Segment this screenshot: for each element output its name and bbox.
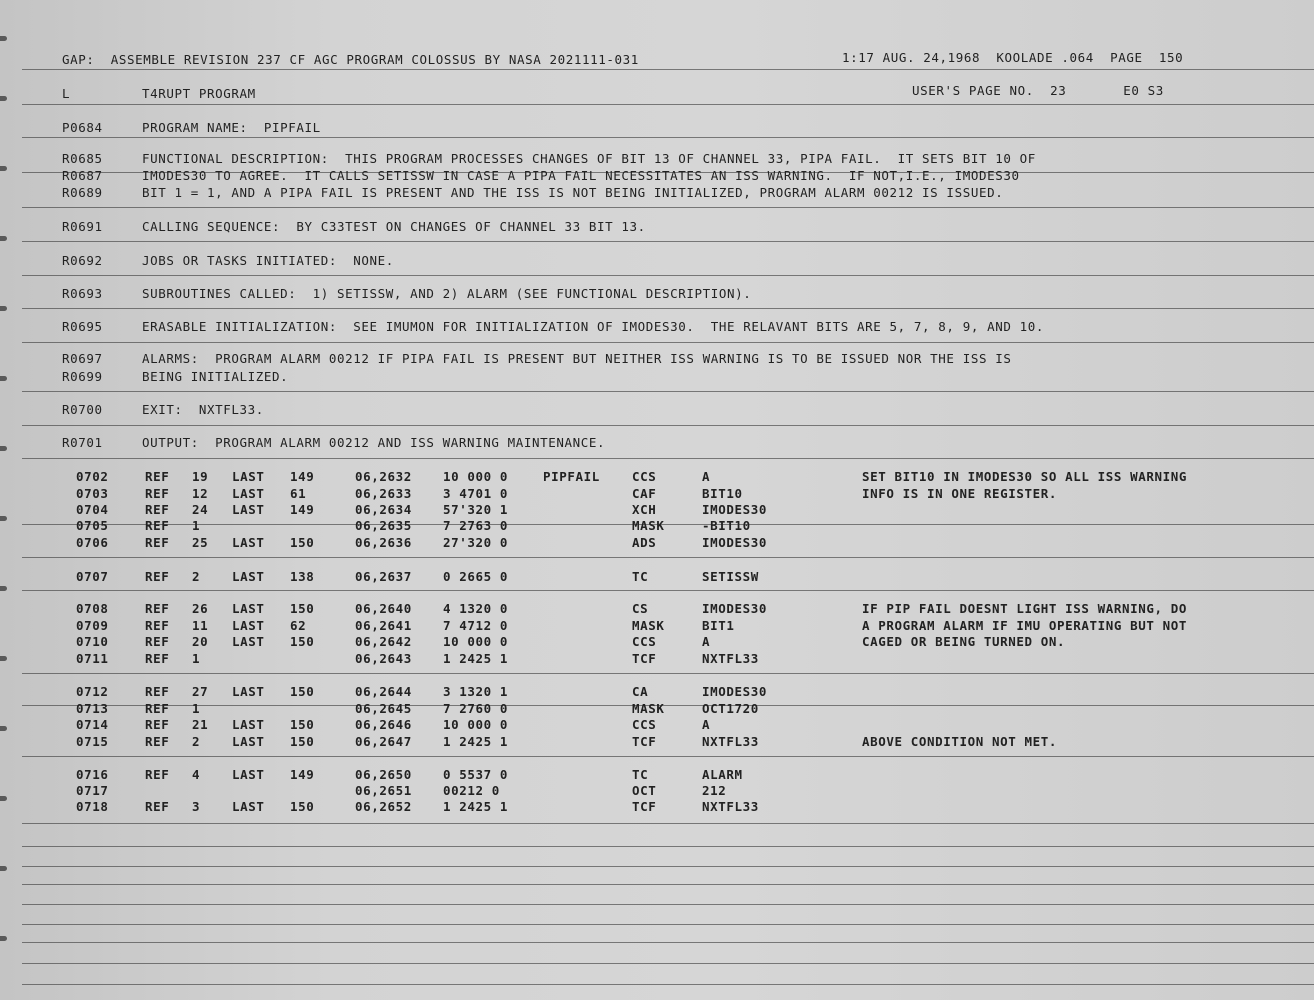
opcode: XCH [632,502,657,517]
last-label: LAST [232,618,265,633]
memory-address: 06,2641 [355,618,412,633]
opcode: CCS [632,469,657,484]
operand: A [702,717,711,732]
ref-label: REF [145,799,170,814]
ruled-line [22,705,1314,706]
memory-address: 06,2640 [355,601,412,616]
ruled-line [22,884,1314,885]
ruled-line [22,823,1314,824]
opcode: ADS [632,535,657,550]
ref-number: 19 [192,469,209,484]
octal-word: 7 2760 0 [443,701,509,716]
last-number: 150 [290,634,315,649]
listing-line-number: 0703 [76,486,109,501]
octal-word: 3 1320 1 [443,684,509,699]
symbol-label: PIPFAIL [543,469,600,484]
feed-hole [0,586,7,591]
comment-line-number: R0689 [62,185,103,200]
octal-word: 00212 0 [443,783,500,798]
opcode: MASK [632,618,665,633]
comment-line-number: R0691 [62,219,103,234]
header-user-page: USER'S PAGE NO. 23 E0 S3 [912,83,1164,98]
comment-line-number: R0700 [62,402,103,417]
feed-hole [0,96,7,101]
code-comment: CAGED OR BEING TURNED ON. [862,634,1066,649]
header-program-title: T4RUPT PROGRAM [142,86,256,101]
comment-line-number: R0695 [62,319,103,334]
last-number: 150 [290,535,315,550]
opcode: TCF [632,734,657,749]
code-comment: IF PIP FAIL DOESNT LIGHT ISS WARNING, DO [862,601,1188,616]
memory-address: 06,2645 [355,701,412,716]
ruled-line [22,756,1314,757]
feed-hole [0,866,7,871]
ruled-line [22,557,1314,558]
ref-number: 1 [192,651,201,666]
listing-line-number: 0712 [76,684,109,699]
ruled-line [22,308,1314,309]
ref-label: REF [145,734,170,749]
ref-label: REF [145,518,170,533]
feed-hole [0,936,7,941]
octal-word: 27'320 0 [443,535,509,550]
ref-number: 2 [192,734,201,749]
last-label: LAST [232,684,265,699]
octal-word: 3 4701 0 [443,486,509,501]
opcode: CCS [632,634,657,649]
feed-hole [0,36,7,41]
memory-address: 06,2644 [355,684,412,699]
opcode: CAF [632,486,657,501]
listing-line-number: 0717 [76,783,109,798]
listing-line-number: 0715 [76,734,109,749]
feed-hole [0,236,7,241]
operand: -BIT10 [702,518,751,533]
memory-address: 06,2634 [355,502,412,517]
opcode: OCT [632,783,657,798]
ref-number: 1 [192,518,201,533]
operand: ALARM [702,767,743,782]
comment-line-number: R0687 [62,168,103,183]
feed-hole [0,726,7,731]
ref-number: 2 [192,569,201,584]
operand: IMODES30 [702,684,768,699]
comment-text: PROGRAM NAME: PIPFAIL [142,120,321,135]
listing-line-number: 0716 [76,767,109,782]
listing-line-number: 0705 [76,518,109,533]
memory-address: 06,2637 [355,569,412,584]
ruled-line [22,942,1314,943]
ruled-line [22,342,1314,343]
ref-number: 24 [192,502,209,517]
ruled-line [22,425,1314,426]
ref-number: 4 [192,767,201,782]
ref-label: REF [145,634,170,649]
header-code: L [62,86,71,101]
ref-number: 1 [192,701,201,716]
comment-line-number: R0685 [62,151,103,166]
last-label: LAST [232,767,265,782]
operand: OCT1720 [702,701,759,716]
memory-address: 06,2635 [355,518,412,533]
ref-label: REF [145,601,170,616]
ruled-line [22,391,1314,392]
listing-line-number: 0707 [76,569,109,584]
ruled-line [22,207,1314,208]
last-number: 150 [290,717,315,732]
comment-line-number: R0699 [62,369,103,384]
operand: IMODES30 [702,535,768,550]
last-number: 149 [290,502,315,517]
memory-address: 06,2652 [355,799,412,814]
ruled-line [22,275,1314,276]
octal-word: 57'320 1 [443,502,509,517]
operand: 212 [702,783,727,798]
comment-text: BEING INITIALIZED. [142,369,289,384]
comment-text: ALARMS: PROGRAM ALARM 00212 IF PIPA FAIL IS PRESENT BUT NEITHER ISS WARNING IS TO BE ISSUED NOR THE ISS IS [142,351,1012,366]
feed-hole [0,796,7,801]
comment-text: JOBS OR TASKS INITIATED: NONE. [142,253,394,268]
last-label: LAST [232,601,265,616]
ref-number: 21 [192,717,209,732]
opcode: CA [632,684,649,699]
last-number: 138 [290,569,315,584]
ref-label: REF [145,535,170,550]
ref-label: REF [145,618,170,633]
operand: IMODES30 [702,502,768,517]
comment-text: OUTPUT: PROGRAM ALARM 00212 AND ISS WARNING MAINTENANCE. [142,435,606,450]
operand: BIT10 [702,486,743,501]
ref-label: REF [145,717,170,732]
octal-word: 0 5537 0 [443,767,509,782]
ref-number: 25 [192,535,209,550]
feed-hole [0,516,7,521]
last-number: 149 [290,767,315,782]
opcode: CCS [632,717,657,732]
last-label: LAST [232,469,265,484]
ruled-line [22,866,1314,867]
last-label: LAST [232,486,265,501]
comment-text: IMODES30 TO AGREE. IT CALLS SETISSW IN CASE A PIPA FAIL NECESSITATES AN ISS WARNING. IF NOT,I.E., IMODES30 [142,168,1020,183]
last-number: 149 [290,469,315,484]
ruled-line [22,963,1314,964]
operand: A [702,634,711,649]
ruled-line [22,846,1314,847]
memory-address: 06,2650 [355,767,412,782]
feed-hole [0,376,7,381]
listing-line-number: 0704 [76,502,109,517]
listing-line-number: 0718 [76,799,109,814]
ruled-line [22,984,1314,985]
opcode: TCF [632,799,657,814]
memory-address: 06,2646 [355,717,412,732]
comment-line-number: P0684 [62,120,103,135]
ruled-line [22,69,1314,70]
last-label: LAST [232,569,265,584]
feed-hole [0,656,7,661]
octal-word: 10 000 0 [443,469,509,484]
last-number: 150 [290,684,315,699]
memory-address: 06,2651 [355,783,412,798]
opcode: MASK [632,518,665,533]
ref-label: REF [145,486,170,501]
last-label: LAST [232,535,265,550]
octal-word: 4 1320 0 [443,601,509,616]
last-number: 150 [290,799,315,814]
octal-word: 0 2665 0 [443,569,509,584]
ruled-line [22,137,1314,138]
opcode: TC [632,569,649,584]
ruled-line [22,924,1314,925]
operand: NXTFL33 [702,651,759,666]
comment-text: ERASABLE INITIALIZATION: SEE IMUMON FOR INITIALIZATION OF IMODES30. THE RELAVANT BITS ARE 5, 7, 8, 9, AND 10. [142,319,1044,334]
ref-number: 20 [192,634,209,649]
opcode: CS [632,601,649,616]
feed-hole [0,166,7,171]
last-label: LAST [232,717,265,732]
last-label: LAST [232,799,265,814]
ruled-line [22,241,1314,242]
code-comment: SET BIT10 IN IMODES30 SO ALL ISS WARNING [862,469,1188,484]
ref-label: REF [145,701,170,716]
ruled-line [22,673,1314,674]
comment-line-number: R0697 [62,351,103,366]
code-comment: INFO IS IN ONE REGISTER. [862,486,1058,501]
octal-word: 7 4712 0 [443,618,509,633]
last-label: LAST [232,502,265,517]
listing-line-number: 0710 [76,634,109,649]
ref-label: REF [145,502,170,517]
operand: IMODES30 [702,601,768,616]
last-number: 150 [290,734,315,749]
octal-word: 7 2763 0 [443,518,509,533]
ref-label: REF [145,569,170,584]
listing-line-number: 0706 [76,535,109,550]
header-assembly-title: GAP: ASSEMBLE REVISION 237 CF AGC PROGRAM COLOSSUS BY NASA 2021111-031 [62,52,639,67]
opcode: TCF [632,651,657,666]
operand: SETISSW [702,569,759,584]
memory-address: 06,2647 [355,734,412,749]
code-comment: ABOVE CONDITION NOT MET. [862,734,1058,749]
ruled-line [22,104,1314,105]
feed-hole [0,306,7,311]
ref-label: REF [145,684,170,699]
last-number: 61 [290,486,307,501]
feed-hole [0,446,7,451]
ref-number: 27 [192,684,209,699]
comment-line-number: R0693 [62,286,103,301]
listing-line-number: 0714 [76,717,109,732]
memory-address: 06,2636 [355,535,412,550]
ruled-line [22,590,1314,591]
opcode: MASK [632,701,665,716]
ref-number: 3 [192,799,201,814]
ref-label: REF [145,767,170,782]
comment-text: EXIT: NXTFL33. [142,402,264,417]
octal-word: 10 000 0 [443,634,509,649]
ruled-line [22,458,1314,459]
ref-number: 11 [192,618,209,633]
ref-label: REF [145,651,170,666]
octal-word: 10 000 0 [443,717,509,732]
octal-word: 1 2425 1 [443,799,509,814]
last-number: 150 [290,601,315,616]
comment-line-number: R0692 [62,253,103,268]
ruled-line [22,904,1314,905]
ref-number: 12 [192,486,209,501]
operand: BIT1 [702,618,735,633]
listing-line-number: 0708 [76,601,109,616]
code-comment: A PROGRAM ALARM IF IMU OPERATING BUT NOT [862,618,1188,633]
ref-label: REF [145,469,170,484]
octal-word: 1 2425 1 [443,734,509,749]
ref-number: 26 [192,601,209,616]
comment-text: BIT 1 = 1, AND A PIPA FAIL IS PRESENT AND THE ISS IS NOT BEING INITIALIZED, PROGRAM ALARM 00212 IS ISSUED. [142,185,1004,200]
listing-line-number: 0709 [76,618,109,633]
memory-address: 06,2642 [355,634,412,649]
memory-address: 06,2633 [355,486,412,501]
listing-line-number: 0713 [76,701,109,716]
opcode: TC [632,767,649,782]
comment-text: SUBROUTINES CALLED: 1) SETISSW, AND 2) ALARM (SEE FUNCTIONAL DESCRIPTION). [142,286,752,301]
last-label: LAST [232,734,265,749]
operand: A [702,469,711,484]
comment-text: FUNCTIONAL DESCRIPTION: THIS PROGRAM PROCESSES CHANGES OF BIT 13 OF CHANNEL 33, PIPA FAIL. IT SETS BIT 10 OF [142,151,1036,166]
operand: NXTFL33 [702,799,759,814]
last-label: LAST [232,634,265,649]
listing-line-number: 0702 [76,469,109,484]
memory-address: 06,2643 [355,651,412,666]
operand: NXTFL33 [702,734,759,749]
comment-text: CALLING SEQUENCE: BY C33TEST ON CHANGES OF CHANNEL 33 BIT 13. [142,219,646,234]
last-number: 62 [290,618,307,633]
comment-line-number: R0701 [62,435,103,450]
header-timestamp: 1:17 AUG. 24,1968 KOOLADE .064 PAGE 150 [842,50,1184,65]
listing-line-number: 0711 [76,651,109,666]
memory-address: 06,2632 [355,469,412,484]
ruled-line [22,524,1314,525]
octal-word: 1 2425 1 [443,651,509,666]
